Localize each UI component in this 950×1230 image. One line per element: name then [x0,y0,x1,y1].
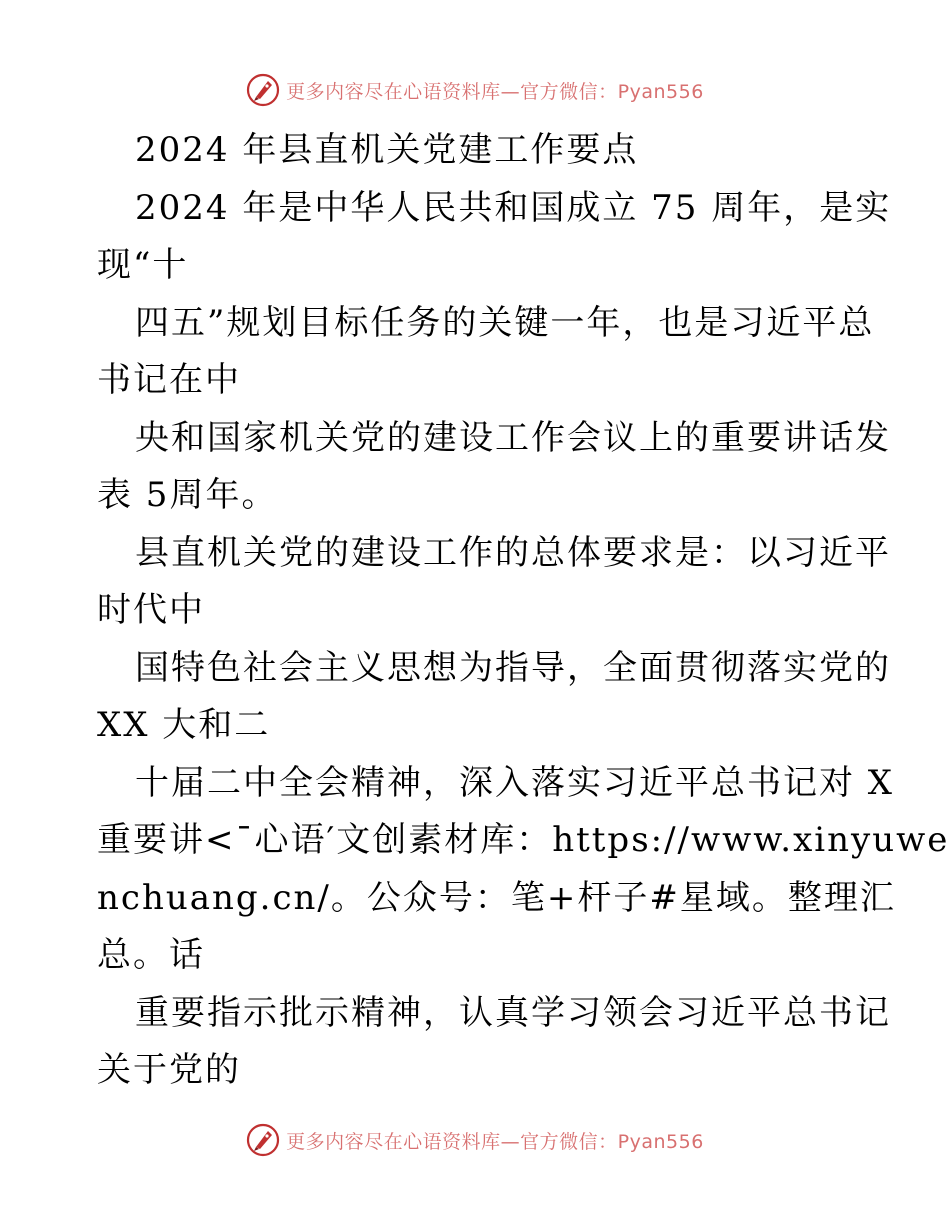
text-line: 四五”规划目标任务的关键一年，也是习近平总 [135,302,875,343]
text-line: 书记在中 [97,360,241,400]
text-line: 总。话 [97,935,205,975]
text-line: 时代中 [97,590,205,630]
text-line: 央和国家机关党的建设工作会议上的重要讲话发 [135,417,891,458]
text-line: 国特色社会主义思想为指导，全面贯彻落实党的 [135,647,891,688]
text-line: nchuang.cn/。公众号：笔+杆子#星域。整理汇 [97,877,896,918]
text-line: 重要讲<¯心语′文创素材库：https://www.xinyuwe [97,820,950,860]
header-banner-text: 更多内容尽在心语资料库—官方微信：Pyan556 [286,80,704,103]
pen-nib-logo-icon [246,73,280,107]
text-line: 表 5周年。 [97,475,278,515]
text-line: 关于党的 [97,1050,241,1090]
text-line: 2024 年是中华人民共和国成立 75 周年，是实 [135,187,892,228]
footer-banner-text: 更多内容尽在心语资料库—官方微信：Pyan556 [286,1130,704,1153]
header-banner [0,70,950,110]
document-body [97,122,950,1100]
footer-banner [0,1120,950,1160]
pen-nib-logo-icon [246,1123,280,1157]
text-line: 十届二中全会精神，深入落实习近平总书记对 X [135,762,895,803]
text-line: 2024 年县直机关党建工作要点 [135,130,639,170]
text-line: 现“十 [97,245,189,285]
text-line: 重要指示批示精神，认真学习领会习近平总书记 [135,992,891,1033]
text-line: XX 大和二 [97,705,271,745]
text-line: 县直机关党的建设工作的总体要求是：以习近平 [135,532,891,573]
